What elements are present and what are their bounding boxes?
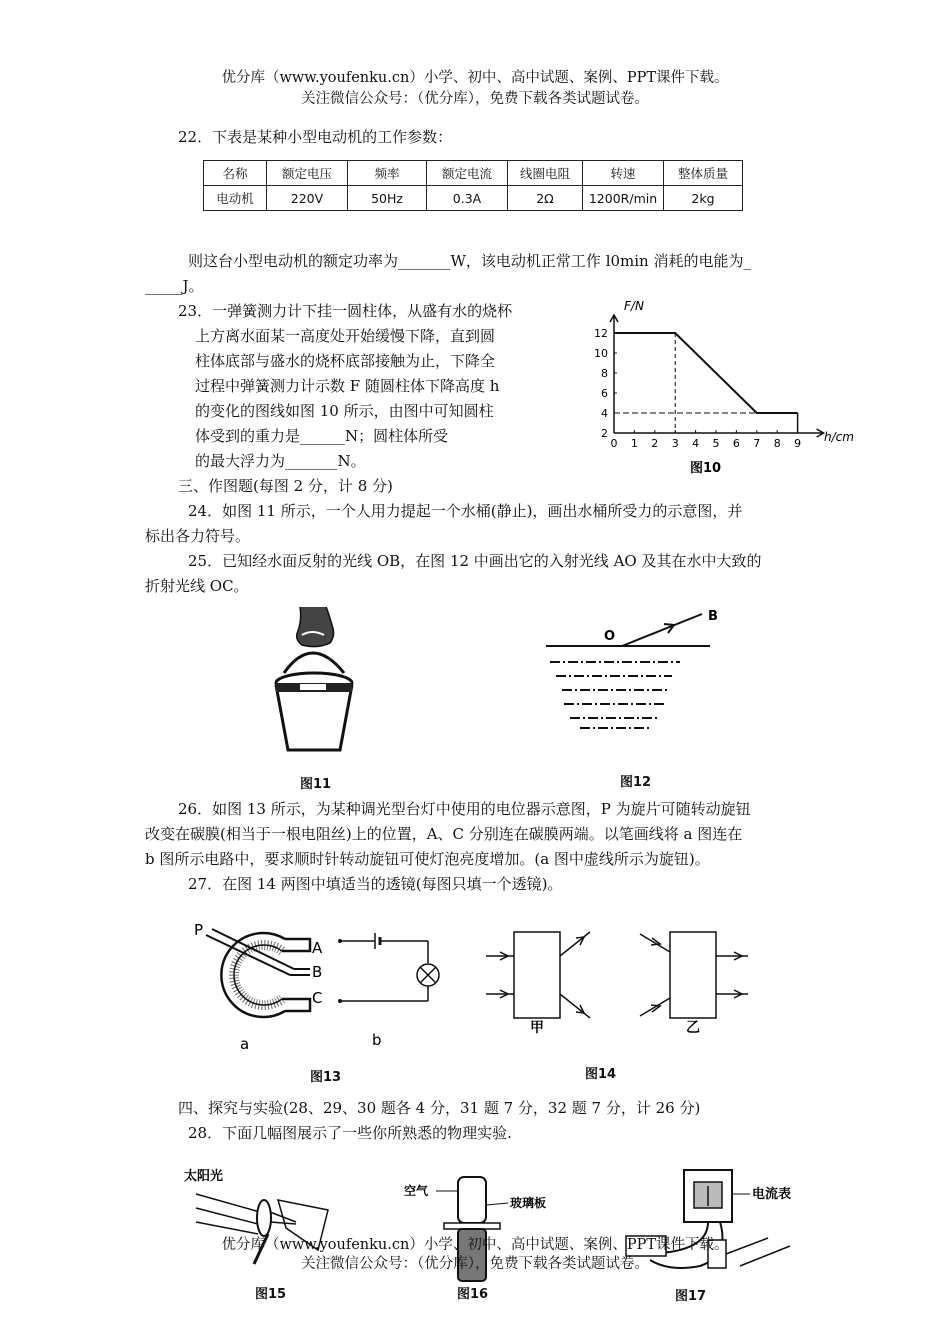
fig13-sub-b: b	[372, 1031, 382, 1049]
fig11-bucket-drawing	[262, 605, 372, 760]
fig16-label-air: 空气	[404, 1184, 429, 1198]
q23-line: 的最大浮力为_______N。	[195, 452, 366, 470]
fig16-label-glass: 玻璃板	[510, 1196, 547, 1210]
fig14-label-yi: 乙	[686, 1020, 700, 1036]
q27-line-1: 27．在图 14 两图中填适当的透镜(每图只填一个透镜)。	[188, 875, 563, 893]
header-line-2: 关注微信公众号：（优分库），免费下载各类试题试卷。	[301, 91, 649, 107]
header-line-1: 优分库（www.youfenku.cn）小学、初中、高中试题、案例、PPT课件下载。	[221, 70, 729, 86]
table-cell: 1200R/min	[583, 186, 664, 211]
section4-title: 四、探究与实验(28、29、30 题各 4 分，31 题 7 分，32 题 7 分，计 26 分)	[178, 1099, 701, 1117]
y-tick-label: 4	[601, 407, 608, 420]
q25-line-1: 25．已知经水面反射的光线 OB，在图 12 中画出它的入射光线 AO 及其在水中大致的	[188, 552, 762, 570]
table-cell: 0.3A	[427, 186, 508, 211]
table-header-cell: 转速	[583, 161, 664, 186]
q23-line: 的变化的图线如图 10 所示，由图中可知圆柱	[195, 402, 494, 420]
fig13-label-b: B	[312, 963, 323, 981]
fig12-light-drawing	[540, 600, 740, 740]
table-header-cell: 频率	[348, 161, 427, 186]
series-line-F	[614, 333, 798, 413]
fig11-caption: 图11	[300, 777, 332, 792]
table-cell: 50Hz	[348, 186, 427, 211]
fig16-caption: 图16	[457, 1287, 489, 1302]
table-cell: 电动机	[204, 186, 267, 211]
q25-line-2: 折射光线 OC。	[145, 577, 249, 595]
chart-ticks	[594, 327, 801, 450]
table-header-cell: 整体质量	[664, 161, 743, 186]
footer-line-1: 优分库（www.youfenku.cn）小学、初中、高中试题、案例、PPT课件下载。	[221, 1237, 729, 1253]
table-cell: 2kg	[664, 186, 743, 211]
x-tick-label: 6	[732, 437, 740, 450]
fig12-label-b: B	[708, 609, 718, 624]
x-tick-label: 9	[794, 437, 802, 450]
table-header-cell: 额定电流	[427, 161, 508, 186]
fig15-caption: 图15	[255, 1287, 287, 1302]
fig15-label: 太阳光	[184, 1169, 224, 1184]
q22-text-1: 则这台小型电动机的额定功率为_______W，该电动机正常工作 l0min 消耗的电能为_	[188, 252, 751, 270]
fig14-caption: 图14	[585, 1067, 617, 1082]
y-tick-label: 8	[601, 367, 608, 380]
table-cell: 220V	[267, 186, 348, 211]
y-tick-label: 2	[601, 427, 608, 440]
chart-title: 图10	[690, 461, 722, 476]
q24-line-1: 24．如图 11 所示，一个人用力提起一个水桶(静止)，画出水桶所受力的示意图，并	[188, 502, 743, 520]
x-tick-label: 7	[753, 437, 761, 450]
fig13-potentiometer-drawing	[190, 915, 460, 1055]
table-header-cell: 额定电压	[267, 161, 348, 186]
table-header-cell: 线圈电阻	[508, 161, 583, 186]
q22-text-2: _____J。	[145, 277, 204, 295]
table-header-row	[204, 161, 743, 186]
fig14-label-jia: 甲	[530, 1020, 544, 1036]
q23-line: 体受到的重力是______N；圆柱体所受	[195, 427, 449, 445]
q23-line: 23．一弹簧测力计下挂一圆柱体，从盛有水的烧杯	[178, 302, 513, 320]
fig17-label: 电流表	[752, 1187, 792, 1202]
q23-line: 柱体底部与盛水的烧杯底部接触为止，下降全	[195, 352, 496, 370]
fig13-label-p: P	[194, 921, 204, 939]
q23-line: 上方离水面某一高度处开始缓慢下降，直到圆	[195, 327, 496, 345]
fig12-caption: 图12	[620, 775, 652, 790]
params-table	[203, 160, 743, 211]
chart-ylabel: F/N	[624, 299, 644, 313]
x-tick-label: 2	[651, 437, 659, 450]
fig14-lens-drawing	[480, 920, 760, 1040]
fig13-caption: 图13	[310, 1070, 342, 1085]
fig13-label-a: A	[312, 939, 323, 957]
q26-line-2: 改变在碳膜(相当于一根电阻丝)上的位置，A、C 分别连在碳膜两端。以笔画线将 a 图连在	[145, 825, 743, 843]
q26-line-3: b 图所示电路中，要求顺时针转动旋钮可使灯泡亮度增加。(a 图中虚线所示为旋钮)。	[145, 850, 710, 868]
x-tick-label: 3	[671, 437, 679, 450]
x-tick-label: 1	[630, 437, 638, 450]
y-tick-label: 6	[601, 387, 608, 400]
chart-series	[614, 333, 798, 433]
section3-title: 三、作图题(每图 2 分，计 8 分)	[178, 477, 393, 495]
fig10-chart	[590, 292, 890, 482]
q26-line-1: 26．如图 13 所示，为某种调光型台灯中使用的电位器示意图，P 为旋片可随转动旋钮	[178, 800, 751, 818]
chart-xlabel: h/cm	[824, 430, 854, 444]
q24-line-2: 标出各力符号。	[145, 527, 251, 545]
table-cell: 2Ω	[508, 186, 583, 211]
q28-text: 28．下面几幅图展示了一些你所熟悉的物理实验.	[188, 1124, 512, 1142]
x-tick-label: 4	[692, 437, 700, 450]
q22-intro: 22．下表是某种小型电动机的工作参数：	[178, 128, 453, 146]
fig17-caption: 图17	[675, 1289, 707, 1304]
fig13-label-c: C	[312, 989, 323, 1007]
y-tick-label: 10	[594, 347, 608, 360]
table-row	[204, 186, 743, 211]
fig12-label-o: O	[604, 629, 616, 644]
y-tick-label: 12	[594, 327, 608, 340]
footer-line-2: 关注微信公众号：（优分库），免费下载各类试题试卷。	[301, 1256, 649, 1272]
q23-line: 过程中弹簧测力计示数 F 随圆柱体下降高度 h	[195, 377, 500, 395]
x-tick-label: 5	[712, 437, 720, 450]
table-header-cell: 名称	[204, 161, 267, 186]
fig13-sub-a: a	[240, 1035, 250, 1053]
x-tick-label: 0	[610, 437, 618, 450]
x-tick-label: 8	[773, 437, 781, 450]
